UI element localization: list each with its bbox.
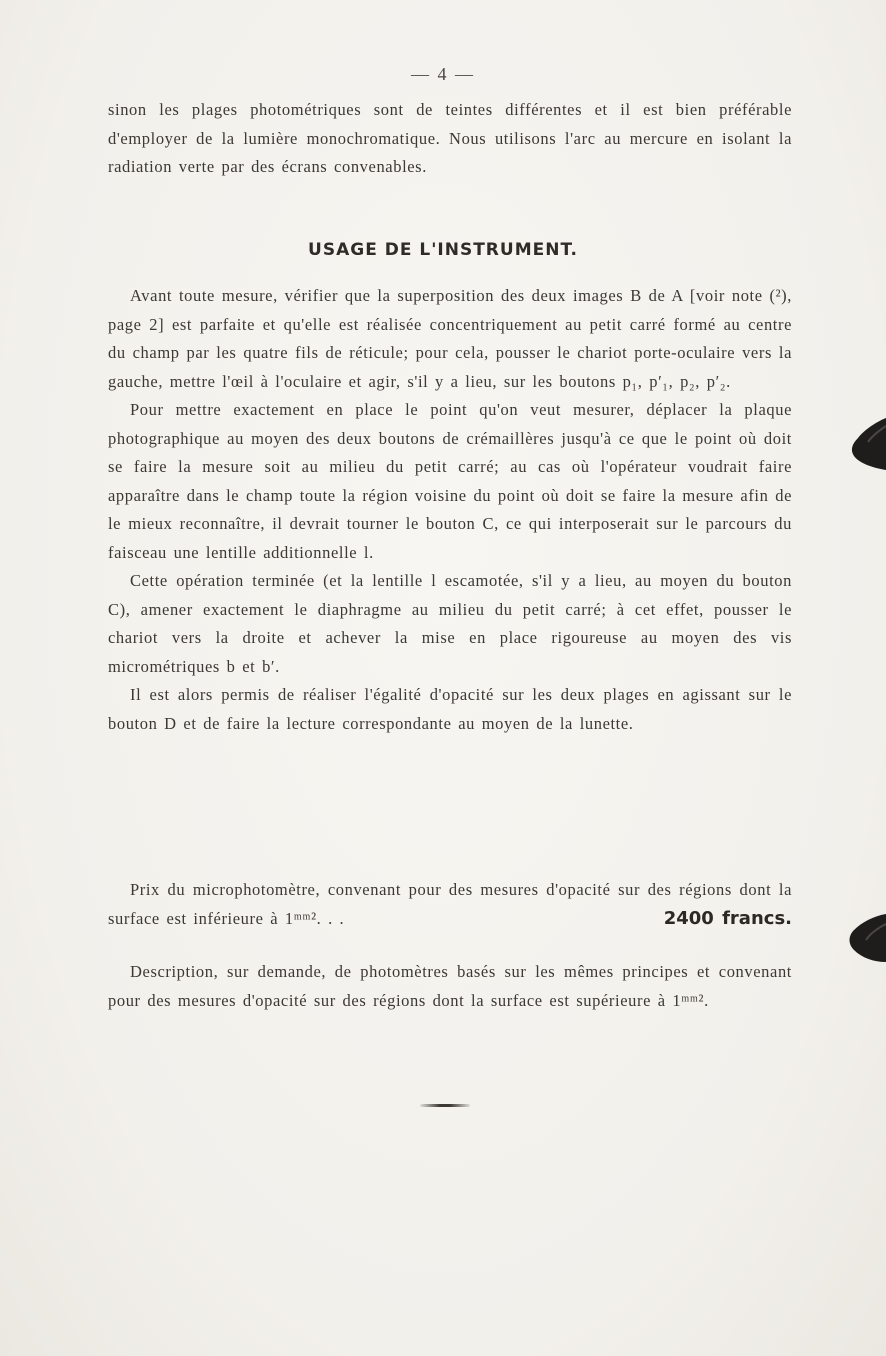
usage-paragraph-4: Il est alors permis de réaliser l'égalité d'opacité sur les deux plages en agissant sur le bouton D et de faire la lecture correspondante au moyen de la lunette. (108, 685, 792, 733)
price-text: Prix du microphotomètre, convenant pour des mesures d'opacité sur des régions dont la surface est inférieure à 1ᵐᵐ². . . (108, 880, 792, 928)
binding-clip-mark-lower (846, 912, 886, 964)
description-paragraph: Description, sur demande, de photomètres basés sur les mêmes principes et convenant pour des mesures d'opacité sur des régions dont la surface est supérieure à 1ᵐᵐ². (108, 962, 792, 1010)
intro-paragraph-block (108, 96, 792, 182)
usage-paragraph-2: Pour mettre exactement en place le point qu'on veut mesurer, déplacer la plaque photographique au moyen des deux boutons de crémaillères jusqu'à ce que le point où doit se faire la mesure soit au milieu du petit carré; au cas où l'opérateur voudrait faire apparaître dans le champ toute la région voisine du point où doit se faire la mesure afin de le mieux reconnaître, il devrait tourner le bouton C, ce qui interposerait sur le parcours du faisceau une lentille additionnelle l. (108, 400, 792, 562)
price-paragraph (108, 876, 792, 933)
usage-section-body (108, 282, 792, 738)
section-heading: USAGE DE L'INSTRUMENT. (308, 240, 578, 260)
page-number: — 4 — (411, 64, 475, 84)
ornament-divider (420, 1104, 470, 1107)
intro-paragraph: sinon les plages photométriques sont de teintes différentes et il est bien préférable d'employer de la lumière monochromatique. Nous utilisons l'arc au mercure en isolant la radiation verte par des écrans convenables. (108, 100, 792, 176)
binding-clip-mark-upper (846, 416, 886, 472)
price-value: 2400 francs. (663, 907, 792, 929)
description-block (108, 958, 792, 1015)
usage-paragraph-3: Cette opération terminée (et la lentille l escamotée, s'il y a lieu, au moyen du bouton C), amener exactement le diaphragme au milieu du petit carré; à cet effet, pousser le chariot vers la droite et achever la mise en place rigoureuse au moyen des vis micrométriques b et b′. (108, 571, 792, 676)
usage-paragraph-1: Avant toute mesure, vérifier que la superposition des deux images B de A [voir note (²), page 2] est parfaite et qu'elle est réalisée concentriquement au petit carré formé au centre du champ par les quatre fils de réticule; pour cela, pousser le chariot porte-oculaire vers la gauche, mettre l'œil à l'oculaire et agir, s'il y a lieu, sur les boutons p₁, p′₁, p₂, p′₂. (108, 286, 792, 391)
price-block (108, 876, 792, 933)
